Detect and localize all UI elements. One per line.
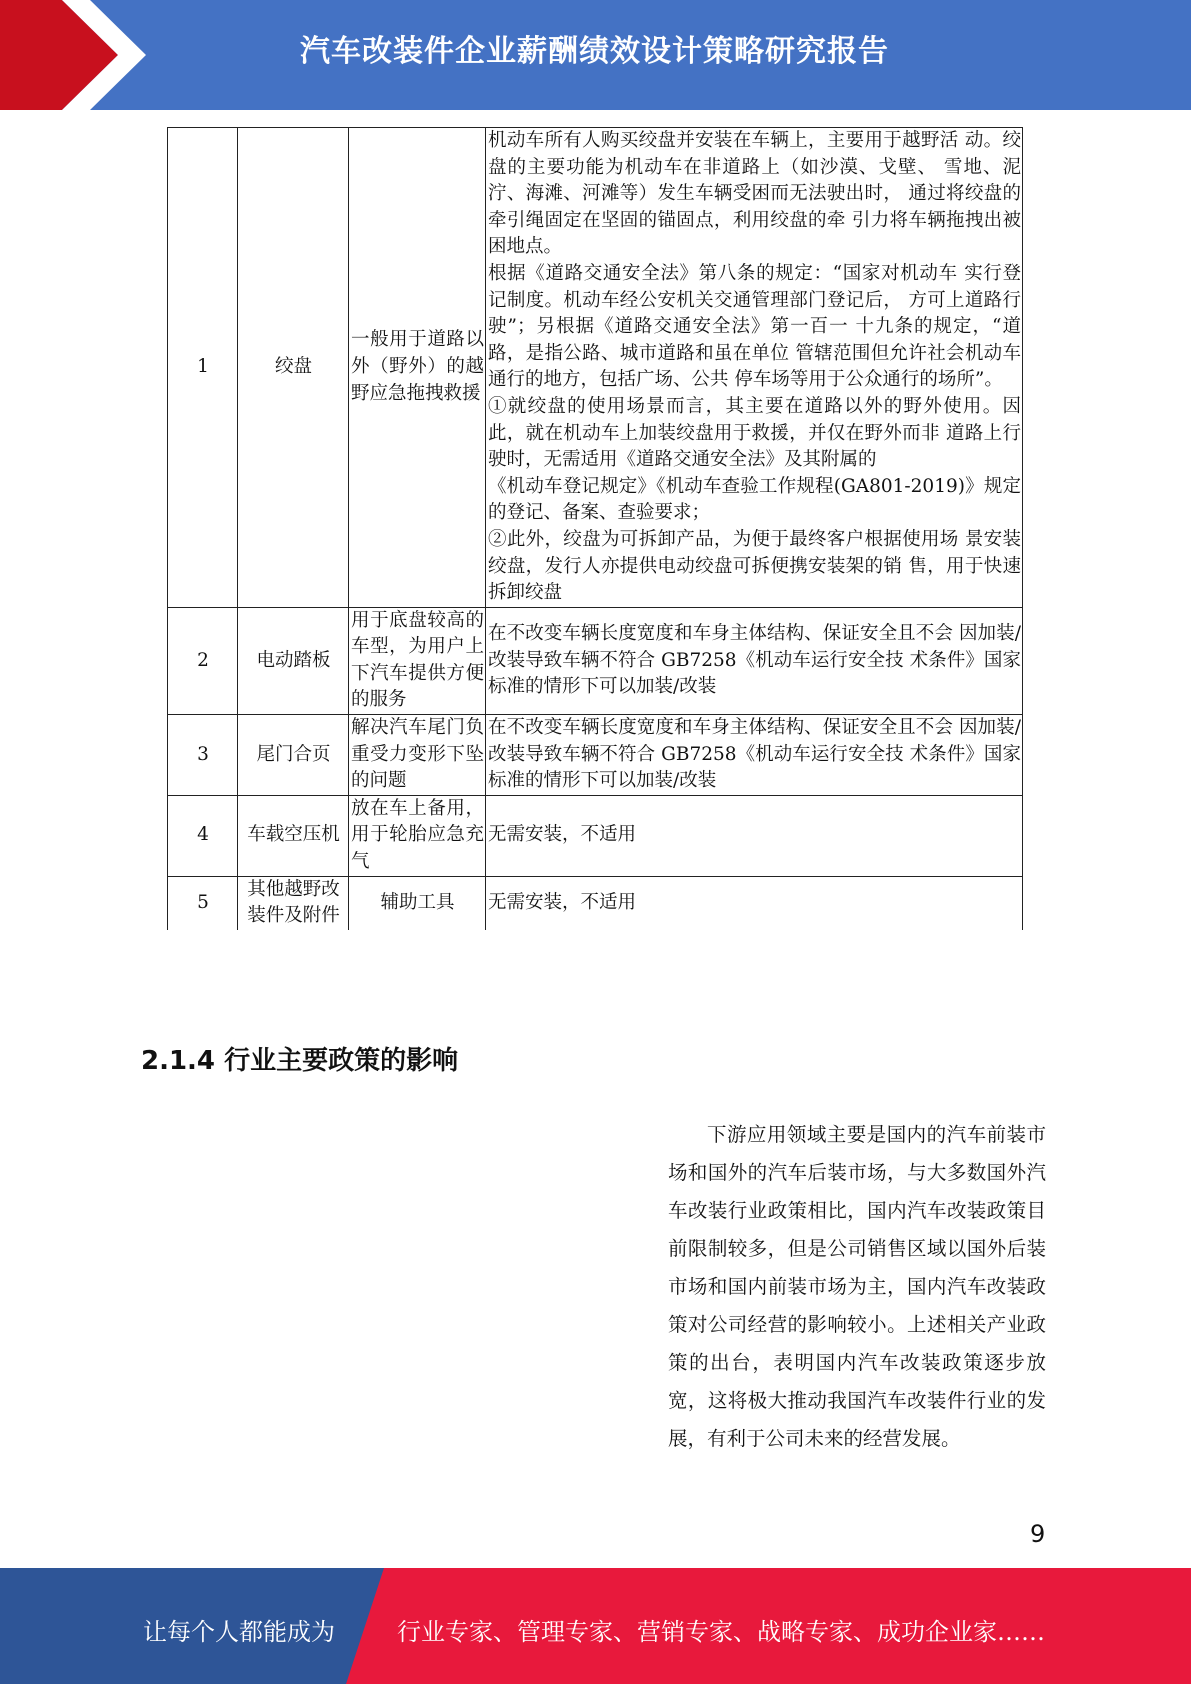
footer-slogan-right: 行业专家、管理专家、营销专家、战略专家、成功企业家…… (397, 1618, 1045, 1646)
page-footer (0, 1568, 1191, 1684)
row-number: 3 (168, 715, 238, 796)
table-row (168, 715, 1023, 796)
compliance-paragraph: 机动车所有人购买绞盘并安装在车辆上，主要用于越野活 动。绞盘的主要功能为机动车在非道路上（如沙漠、戈壁、 雪地、泥泞、海滩、河滩等）发生车辆受困而无法驶出时， 通过将绞盘的牵引绳固定在坚固的锚固点，利用绞盘的牵 引力将车辆拖拽出被困地点。 (488, 130, 1021, 258)
section-heading: 2.1.4 行业主要政策的影响 (141, 1046, 459, 1076)
part-compliance (486, 795, 1023, 876)
part-name: 其他越野改装件及附件 (238, 876, 349, 930)
row-number: 2 (168, 607, 238, 714)
part-usage: 一般用于道路以外（野外）的越野应急拖拽救援 (349, 128, 486, 608)
page-number: 9 (1030, 1520, 1046, 1548)
part-name: 电动踏板 (238, 607, 349, 714)
part-compliance (486, 876, 1023, 930)
part-usage: 放在车上备用，用于轮胎应急充气 (349, 795, 486, 876)
report-title: 汽车改装件企业薪酬绩效设计策略研究报告 (300, 34, 889, 69)
part-usage: 辅助工具 (349, 876, 486, 930)
row-number: 4 (168, 795, 238, 876)
modification-parts-table (167, 127, 1023, 930)
compliance-paragraph: 在不改变车辆长度宽度和车身主体结构、保证安全且不会 因加装/改装导致车辆不符合 GB7258《机动车运行安全技 术条件》国家标准的情形下可以加装/改装 (488, 622, 1021, 698)
part-usage: 用于底盘较高的车型，为用户上下汽车提供方便的服务 (349, 607, 486, 714)
compliance-paragraph: ①就绞盘的使用场景而言，其主要在道路以外的野外使用。因此，就在机动车上加装绞盘用于救援，并仅在野外而非 道路上行驶时，无需适用《道路交通安全法》及其附属的 (488, 395, 1021, 471)
table-row (168, 795, 1023, 876)
compliance-paragraph: 《机动车登记规定》《机动车查验工作规程(GA801-2019)》规定的登记、备案、查验要求； (488, 475, 1021, 524)
page-header (0, 0, 1191, 110)
row-number: 5 (168, 876, 238, 930)
part-name: 绞盘 (238, 128, 349, 608)
part-compliance (486, 715, 1023, 796)
part-compliance (486, 128, 1023, 608)
table-row (168, 128, 1023, 608)
compliance-paragraph: 无需安装，不适用 (488, 824, 637, 846)
table-row (168, 607, 1023, 714)
part-name: 尾门合页 (238, 715, 349, 796)
part-name: 车载空压机 (238, 795, 349, 876)
part-compliance (486, 607, 1023, 714)
row-number: 1 (168, 128, 238, 608)
compliance-paragraph: 在不改变车辆长度宽度和车身主体结构、保证安全且不会 因加装/改装导致车辆不符合 GB7258《机动车运行安全技 术条件》国家标准的情形下可以加装/改装 (488, 717, 1021, 792)
footer-slogan-left: 让每个人都能成为 (143, 1618, 335, 1646)
compliance-paragraph: ②此外，绞盘为可拆卸产品，为便于最终客户根据使用场 景安装绞盘，发行人亦提供电动绞盘可拆便携安装架的销 售，用于快速拆卸绞盘 (488, 528, 1021, 604)
part-usage: 解决汽车尾门负重受力变形下坠的问题 (349, 715, 486, 796)
compliance-paragraph: 根据《道路交通安全法》第八条的规定：“国家对机动车 实行登记制度。机动车经公安机关交通管理部门登记后， 方可上道路行驶”；另根据《道路交通安全法》第一百一 十九条的规定，“道路，是指公路、城市道路和虽在单位 管辖范围但允许社会机动车通行的地方，包括广场、公共 停车场等用于公众通行的场所”。 (488, 262, 1021, 391)
table-row (168, 876, 1023, 930)
compliance-paragraph: 无需安装，不适用 (488, 891, 637, 913)
section-body-paragraph: 下游应用领域主要是国内的汽车前装市场和国外的汽车后装市场，与大多数国外汽车改装行业政策相比，国内汽车改装政策目前限制较多，但是公司销售区域以国外后装市场和国内前装市场为主，国内汽车改装政策对公司经营的影响较小。上述相关产业政策的出台，表明国内汽车改装政策逐步放宽，这将极大推动我国汽车改装件行业的发展，有利于公司未来的经营发展。 (668, 1123, 1046, 1450)
